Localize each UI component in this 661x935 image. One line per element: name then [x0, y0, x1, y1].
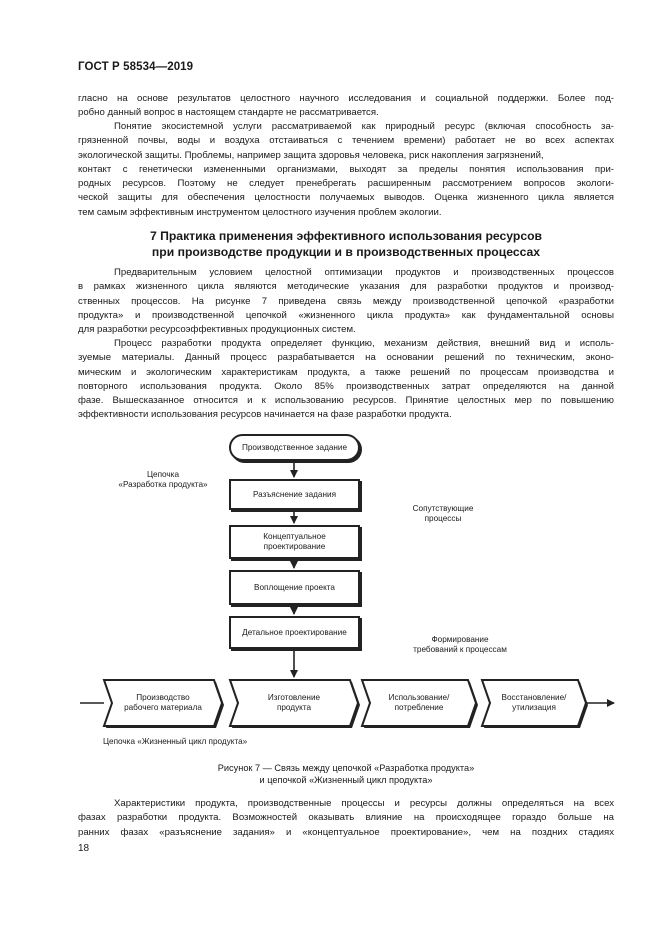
- life-step-production-text: [112, 680, 214, 726]
- life-step-usage-text: [370, 680, 468, 726]
- text-line: в рамках жизненного цикла являются методические указания для разработки продуктов и производ-: [78, 281, 614, 293]
- text-line: Понятие экосистемной услуги рассматриваемой как природный ресурс (включая способность за-: [114, 121, 614, 132]
- text-line: экологической защиты. Проблемы, например защита здоровья человека, риск накопления загрязнений,: [78, 149, 544, 161]
- box-label: Изготовление: [267, 693, 321, 702]
- caption-line: Рисунок 7 — Связь между цепочкой «Разработка продукта»: [217, 763, 475, 773]
- box-label: Концептуальное: [263, 532, 326, 541]
- box-label: утилизация: [512, 703, 556, 712]
- box-label: проектирование: [263, 542, 326, 551]
- life-step-manufacturing-text: [238, 680, 350, 726]
- figure-caption: [78, 762, 614, 786]
- dev-chain-label: [103, 470, 223, 490]
- text-line: мическим и экологическим характеристикам продукта, а также решений по процессам производства и: [78, 366, 614, 378]
- text-line: гласно на основе результатов целостного научного исследования и социальной поддержки. Более под-: [78, 93, 614, 104]
- dev-step-detailed: [229, 616, 360, 649]
- text-line: продукта» и производственной цепочкой «жизненного цикла продукта» как фундаментальной основы: [78, 309, 614, 321]
- box-label: Производственное задание: [241, 442, 348, 452]
- text-line: ческой защиты для обеспечения целостности получаемых выводов. Оценка жизненного цикла является: [78, 192, 614, 204]
- box-label: Использование/: [388, 693, 450, 702]
- box-label: продукта: [276, 703, 312, 712]
- dev-step-embodiment: [229, 570, 360, 605]
- life-step-recovery-text: [490, 680, 578, 726]
- text-line: тем самым эффективным инструментом целостного изучения проблем экологии.: [78, 206, 442, 218]
- text-line: зуемые материалы. Данный процесс разрабатывается на основании решений по техническим, эконо-: [78, 352, 614, 364]
- text-line: Характеристики продукта, производственные процессы и ресурсы должны определяться на всех: [114, 798, 614, 809]
- section-heading-line: при производстве продукции и в производственных процессах: [151, 245, 541, 259]
- text-line: грязненной почвы, воды и воздуха отстаиваться с течением времени) работает не во всех аспектах: [78, 135, 614, 147]
- text-line: робно данный вопрос в настоящем стандарте не рассматривается.: [78, 107, 379, 119]
- label-line: процессы: [424, 514, 462, 523]
- text-line: фазах разработки продукта. Возможностей оказывать влияние на происходящее гораздо больше на: [78, 812, 614, 824]
- label-line: «Разработка продукта»: [118, 480, 208, 489]
- text-line: эффективности использования ресурсов начинается на фазе разработки продукта.: [78, 409, 452, 421]
- box-label: потребление: [394, 703, 444, 712]
- document-header: ГОСТ Р 58534—2019: [78, 61, 194, 73]
- label-line: Сопутствующие: [412, 504, 474, 513]
- page-number: 18: [78, 843, 90, 854]
- text-line: родных ресурсов. Поэтому не следует пренебрегать расширенным рассмотрением вопросов экологи-: [78, 178, 614, 190]
- box-label: Разъяснение задания: [252, 489, 337, 499]
- dev-step-clarification: [229, 479, 360, 510]
- text-line: фазе. Вышесказанное относится и к использованию ресурсов. Принятие целостных мер по повышению: [78, 395, 614, 407]
- start-box-production-task: [229, 434, 360, 461]
- requirements-label: [395, 635, 525, 655]
- box-label: Восстановление/: [501, 693, 567, 702]
- accompanying-processes-label: [395, 504, 491, 524]
- box-label: рабочего материала: [124, 703, 202, 712]
- text-line: для разработки ресурсоэффективных продукционных систем.: [78, 324, 356, 336]
- text-line: Процесс разработки продукта определяет функцию, механизм действия, внешний вид и исполь-: [114, 338, 614, 349]
- label-line: Формирование: [431, 635, 489, 644]
- box-label: Детальное проектирование: [242, 627, 347, 637]
- text-line: ранних фазах «разъяснение задания» и «концептуальное проектирование», чем на поздних стадиях: [78, 826, 614, 838]
- caption-line: и цепочкой «Жизненный цикл продукта»: [259, 775, 433, 785]
- text-line: Предварительным условием целостной оптимизации продуктов и производственных процессов: [114, 267, 614, 278]
- label-line: требований к процессам: [413, 645, 507, 654]
- dev-step-conceptual: [229, 525, 360, 559]
- label-line: Цепочка: [147, 470, 179, 479]
- text-line: контакт с генетически измененными организмами, выходят за пределы понятия использования при-: [78, 163, 614, 175]
- text-line: ственных процессов. На рисунке 7 приведена связь между производственной цепочкой «разработки: [78, 295, 614, 307]
- box-label: Производство: [136, 693, 190, 702]
- section-heading-line: 7 Практика применения эффективного использования ресурсов: [149, 229, 543, 243]
- text-line: повторного использования продукта. Около 85% производственных затрат определяются на данной: [78, 380, 614, 392]
- box-label: Воплощение проекта: [254, 582, 335, 592]
- life-chain-label: Цепочка «Жизненный цикл продукта»: [103, 737, 248, 746]
- paragraph-5: [78, 797, 614, 840]
